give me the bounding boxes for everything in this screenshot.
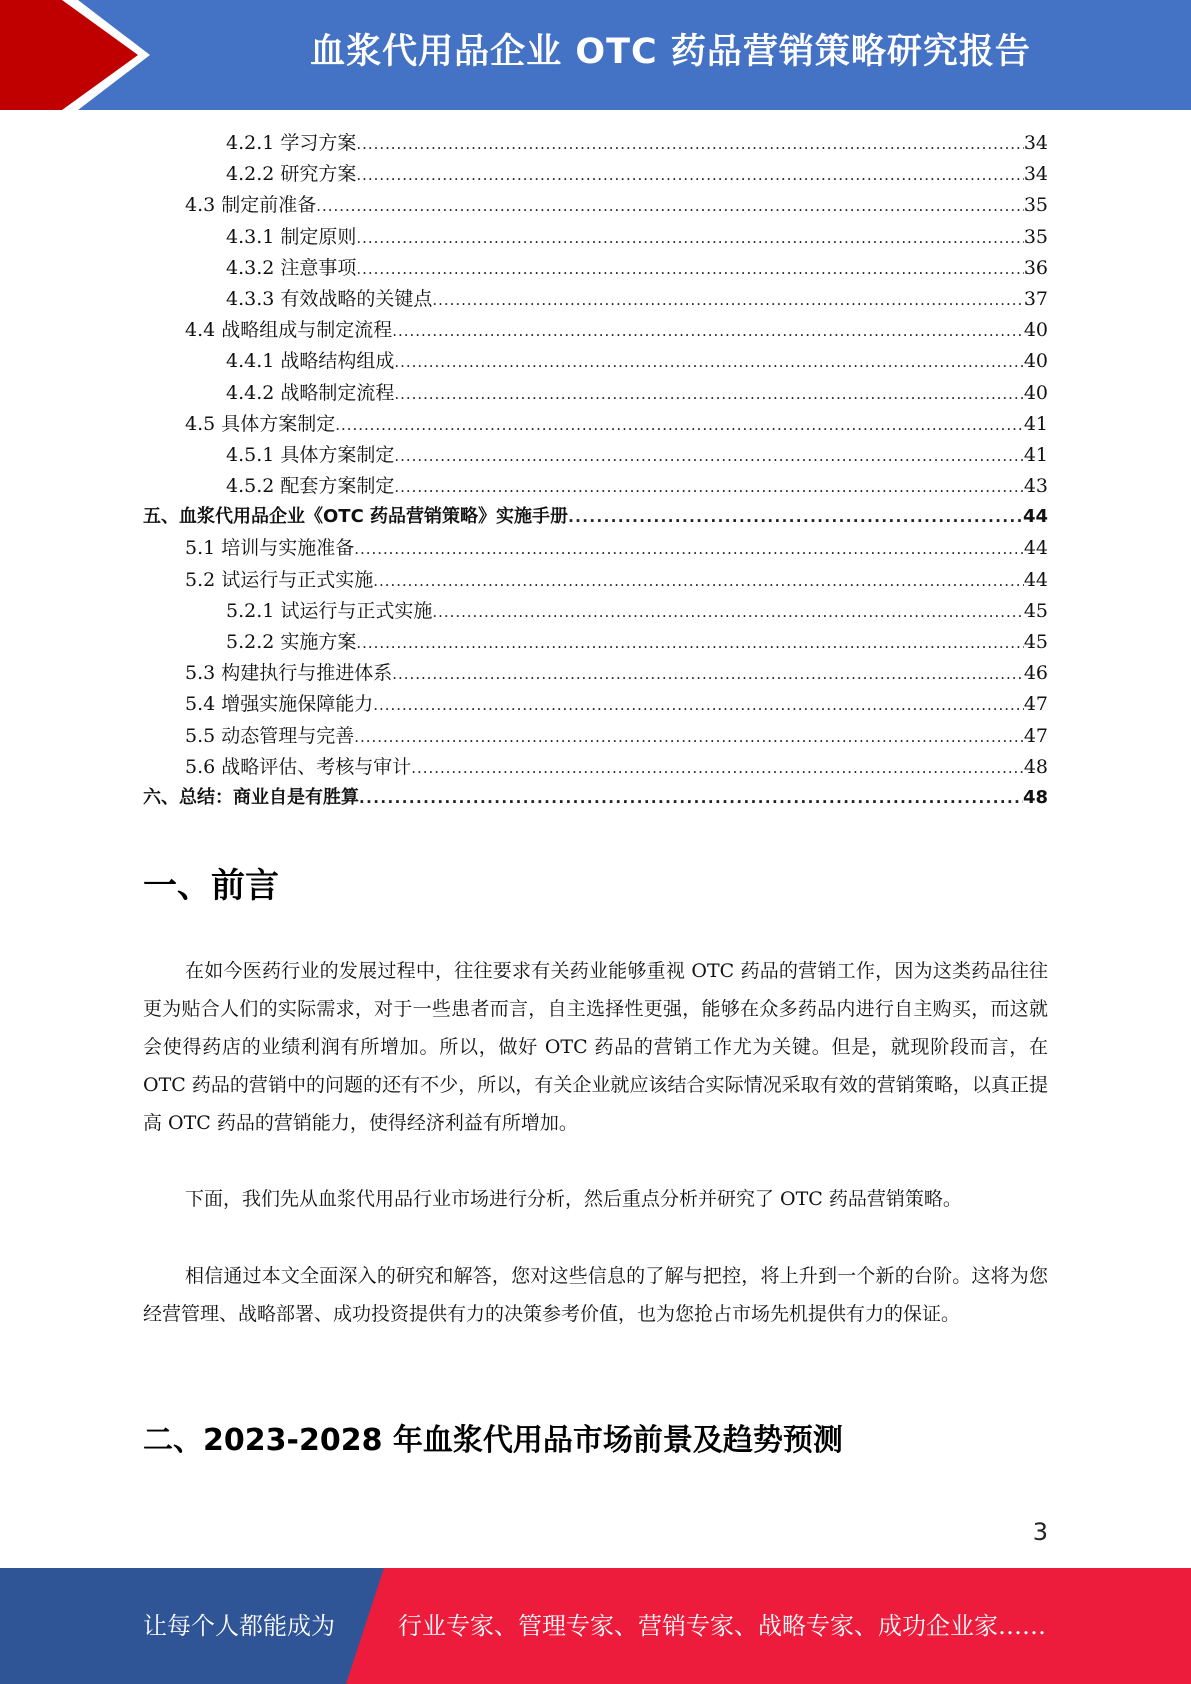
toc-dot-leader: [356, 229, 1023, 247]
toc-entry-label: 5.5 动态管理与完善: [185, 724, 355, 747]
toc-dot-leader: [432, 603, 1023, 621]
toc-entry[interactable]: [143, 658, 1048, 689]
header-arrow-graphic: [0, 0, 160, 110]
toc-entry[interactable]: [143, 783, 1048, 814]
toc-dot-leader: [335, 416, 1024, 434]
toc-dot-leader: [354, 540, 1024, 558]
toc-entry[interactable]: [143, 471, 1048, 502]
toc-dot-leader: [568, 508, 1023, 526]
toc-dot-leader: [316, 197, 1024, 215]
toc-entry-page: 48: [1022, 786, 1048, 808]
toc-entry-label: 4.3.2 注意事项: [226, 256, 357, 279]
toc-entry-page: 40: [1023, 381, 1048, 404]
toc-entry-page: 34: [1023, 132, 1048, 154]
toc-dot-leader: [373, 572, 1024, 590]
toc-dot-leader: [373, 696, 1024, 714]
document-title: 血浆代用品企业 OTC 药品营销策略研究报告: [310, 32, 1031, 72]
toc-entry[interactable]: [143, 596, 1048, 627]
toc-dot-leader: [392, 665, 1024, 683]
toc-entry[interactable]: [143, 533, 1048, 564]
toc-dot-leader: [359, 789, 1023, 807]
toc-dot-leader: [394, 447, 1023, 465]
toc-entry-label: 六、总结：商业自是有胜算: [143, 786, 359, 808]
toc-dot-leader: [394, 478, 1023, 496]
toc-entry[interactable]: [143, 222, 1048, 253]
toc-entry-label: 4.3.1 制定原则: [226, 225, 357, 248]
toc-entry-label: 5.4 增强实施保障能力: [185, 693, 374, 716]
toc-entry-label: 5.2 试运行与正式实施: [185, 568, 374, 591]
toc-entry-label: 4.3.3 有效战略的关键点: [226, 287, 433, 310]
toc-entry-page: 35: [1023, 194, 1048, 217]
toc-entry[interactable]: [143, 565, 1048, 596]
toc-entry-page: 44: [1022, 506, 1048, 528]
toc-entry-page: 40: [1023, 319, 1048, 342]
toc-entry-page: 44: [1023, 568, 1048, 591]
toc-entry[interactable]: [143, 721, 1048, 752]
toc-dot-leader: [356, 166, 1023, 184]
toc-entry-page: 44: [1023, 537, 1048, 560]
toc-entry[interactable]: [143, 284, 1048, 315]
toc-entry-label: 4.4.1 战略结构组成: [226, 350, 395, 373]
toc-dot-leader: [394, 353, 1023, 371]
toc-entry-page: 34: [1023, 163, 1048, 186]
toc-entry-page: 45: [1023, 631, 1048, 653]
toc-entry[interactable]: [143, 159, 1048, 190]
toc-entry-page: 48: [1023, 755, 1048, 778]
toc-entry[interactable]: [143, 409, 1048, 440]
toc-dot-leader: [354, 728, 1024, 746]
toc-entry-page: 35: [1023, 225, 1048, 248]
paragraph: 在如今医药行业的发展过程中，往往要求有关药业能够重视 OTC 药品的营销工作，因为这类药品往往更为贴合人们的实际需求，对于一些患者而言，自主选择性更强，能够在众多药品内进行自主购买，而这就会使得药店的业绩利润有所增加。所以，做好 OTC 药品的营销工作尤为关键。但是，就现阶段而言，在 OTC 药品的营销中的问题的还有不少，所以，有关企业就应该结合实际情况采取有效的营销策略，以真正提高 OTC 药品的营销能力，使得经济利益有所增加。: [143, 960, 1048, 1134]
toc-entry-label: 五、血浆代用品企业《OTC 药品营销策略》实施手册: [143, 506, 569, 528]
toc-dot-leader: [356, 634, 1023, 652]
section-heading-preface: 一、前言: [143, 866, 279, 906]
toc-entry-label: 4.5.1 具体方案制定: [226, 443, 395, 466]
paragraph: 相信通过本文全面深入的研究和解答，您对这些信息的了解与把控，将上升到一个新的台阶。这将为您经营管理、战略部署、成功投资提供有力的决策参考价值，也为您抢占市场先机提供有力的保证。: [143, 1265, 1048, 1325]
toc-dot-leader: [394, 385, 1023, 403]
toc-entry-label: 5.3 构建执行与推进体系: [185, 662, 393, 685]
toc-dot-leader: [411, 759, 1024, 777]
footer-slogan-left: 让每个人都能成为: [143, 1612, 335, 1640]
toc-entry[interactable]: [143, 752, 1048, 783]
page-number: 3: [1032, 1518, 1048, 1546]
toc-entry-label: 5.2.1 试运行与正式实施: [226, 599, 433, 622]
toc-entry[interactable]: [143, 689, 1048, 720]
toc-entry-label: 4.3 制定前准备: [185, 194, 317, 217]
toc-entry-label: 5.2.2 实施方案: [226, 631, 357, 653]
section-heading-market-forecast: 二、2023-2028 年血浆代用品市场前景及趋势预测: [143, 1423, 843, 1458]
toc-entry-page: 47: [1023, 724, 1048, 747]
toc-entry[interactable]: [143, 440, 1048, 471]
toc-entry-label: 4.5.2 配套方案制定: [226, 475, 395, 498]
toc-entry-label: 5.6 战略评估、考核与审计: [185, 755, 412, 778]
toc-dot-leader: [392, 322, 1024, 340]
toc-entry-label: 4.2.2 研究方案: [226, 163, 357, 186]
toc-entry-page: 46: [1023, 662, 1048, 685]
footer-slogan-right: 行业专家、管理专家、营销专家、战略专家、成功企业家……: [398, 1612, 1046, 1640]
table-of-contents: [143, 128, 1048, 814]
toc-entry-page: 41: [1023, 412, 1048, 435]
toc-entry[interactable]: [143, 190, 1048, 221]
toc-entry-page: 41: [1023, 443, 1048, 466]
toc-entry-page: 40: [1023, 350, 1048, 373]
toc-entry[interactable]: [143, 378, 1048, 409]
toc-entry-label: 4.4.2 战略制定流程: [226, 381, 395, 404]
toc-entry[interactable]: [143, 315, 1048, 346]
toc-entry-page: 47: [1023, 693, 1048, 716]
toc-entry-page: 37: [1023, 287, 1048, 310]
toc-entry[interactable]: [143, 502, 1048, 533]
toc-entry-page: 36: [1023, 256, 1048, 279]
toc-entry-label: 4.4 战略组成与制定流程: [185, 319, 393, 342]
page-footer: [0, 1568, 1191, 1684]
page-header: [0, 0, 1191, 110]
toc-entry[interactable]: [143, 253, 1048, 284]
toc-dot-leader: [356, 135, 1023, 153]
toc-entry-page: 45: [1023, 599, 1048, 622]
toc-entry[interactable]: [143, 128, 1048, 159]
toc-dot-leader: [432, 291, 1023, 309]
toc-entry-label: 4.2.1 学习方案: [226, 132, 357, 154]
toc-entry[interactable]: [143, 346, 1048, 377]
toc-entry-label: 5.1 培训与实施准备: [185, 537, 355, 560]
toc-entry[interactable]: [143, 627, 1048, 658]
paragraph: 下面，我们先从血浆代用品行业市场进行分析，然后重点分析并研究了 OTC 药品营销策略。: [185, 1188, 962, 1210]
toc-entry-label: 4.5 具体方案制定: [185, 412, 336, 435]
toc-entry-page: 43: [1023, 475, 1048, 498]
toc-dot-leader: [356, 260, 1023, 278]
